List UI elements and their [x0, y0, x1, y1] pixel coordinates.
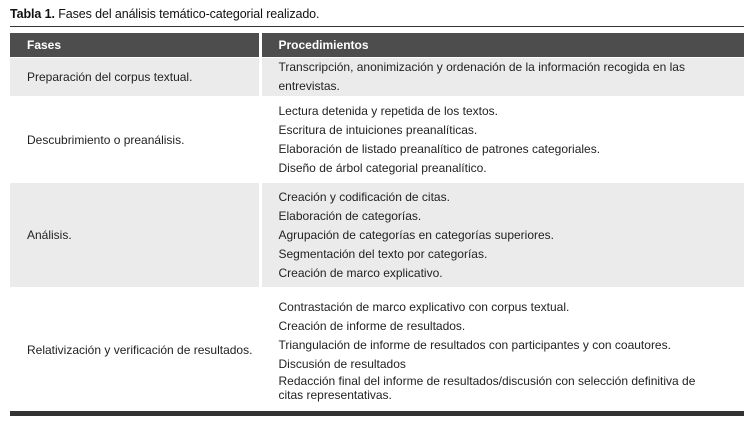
procedure-item: Creación de informe de resultados. [278, 319, 466, 334]
phase-cell: Descubrimiento o preanálisis. [10, 97, 260, 183]
table-row [10, 58, 744, 97]
table-caption [10, 7, 319, 21]
procedure-item: Diseño de árbol categorial preanalítico. [278, 160, 487, 175]
procedure-item: Lectura detenida y repetida de los textos. [278, 103, 498, 118]
procedure-item: Creación y codificación de citas. [278, 189, 450, 204]
procedure-item: Elaboración de listado preanalítico de patrones categoriales. [278, 141, 601, 156]
procedures-cell [260, 58, 744, 97]
procedure-item: Transcripción, anonimización y ordenación de la información recogida en las entrevistas. [278, 60, 685, 93]
procedures-cell [260, 97, 744, 183]
procedure-item: Escritura de intuiciones preanalíticas. [278, 122, 478, 137]
table-row [10, 183, 744, 288]
procedure-item: Contrastación de marco explicativo con corpus textual. [278, 300, 570, 315]
procedure-item: Elaboración de categorías. [278, 208, 422, 223]
procedure-item: Segmentación del texto por categorías. [278, 246, 488, 261]
phases-table [10, 33, 744, 413]
table-caption-label: Tabla 1. [10, 7, 55, 21]
column-header-procedimientos: Procedimientos [260, 33, 744, 58]
procedures-cell [260, 183, 744, 288]
procedure-item: Agrupación de categorías en categorías superiores. [278, 227, 555, 242]
phase-cell: Relativización y verificación de resultados. [10, 288, 260, 413]
phase-cell: Análisis. [10, 183, 260, 288]
column-header-fases: Fases [10, 33, 260, 58]
table-row [10, 288, 744, 413]
procedure-item: Redacción final del informe de resultados/discusión con selección definitiva de citas representativas. [278, 374, 696, 403]
table-caption-text: Fases del análisis temático-categorial realizado. [54, 7, 320, 21]
procedure-item: Discusión de resultados [278, 357, 406, 372]
table-bottom-rule [10, 411, 744, 416]
procedures-cell [260, 288, 744, 413]
phase-cell: Preparación del corpus textual. [10, 58, 260, 97]
table-row [10, 97, 744, 183]
procedure-item: Triangulación de informe de resultados con participantes y con coautores. [278, 338, 671, 353]
table-header-row [10, 33, 744, 58]
procedure-item: Creación de marco explicativo. [278, 265, 443, 280]
caption-divider [10, 26, 744, 27]
